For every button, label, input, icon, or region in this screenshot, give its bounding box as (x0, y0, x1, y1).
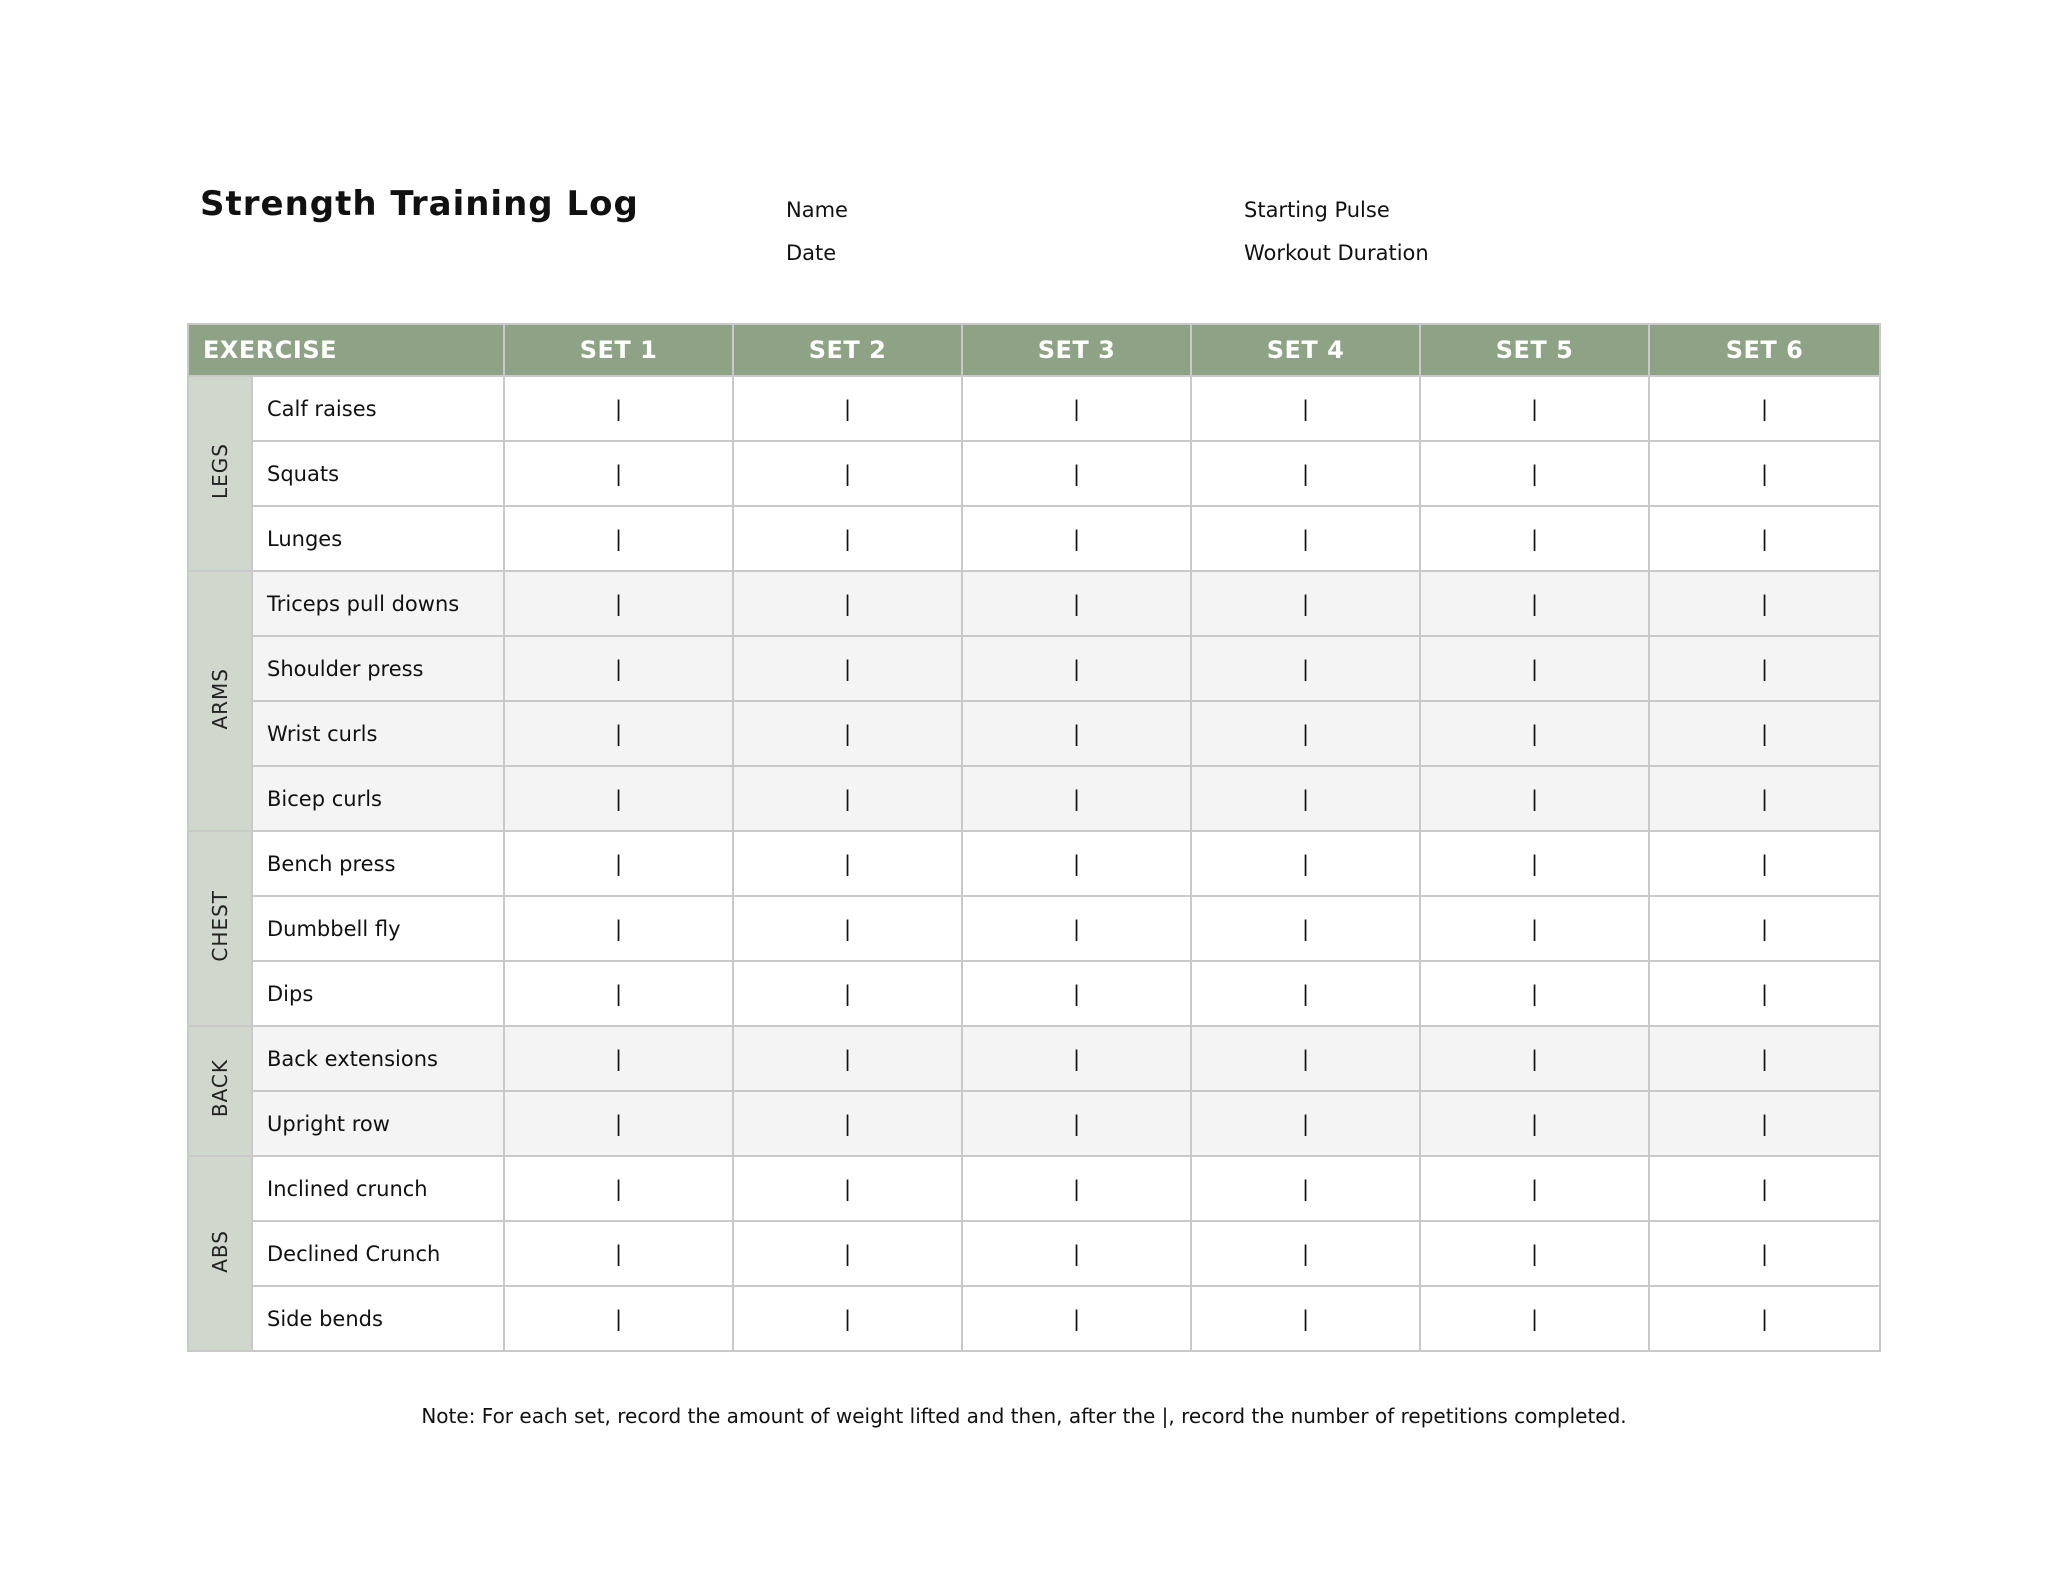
page-title: Strength Training Log (200, 184, 639, 224)
set-1-entry-cell[interactable]: | (504, 376, 733, 441)
set-1-entry-cell[interactable]: | (504, 961, 733, 1026)
set-2-entry-cell[interactable]: | (733, 1221, 962, 1286)
exercise-name: Back extensions (252, 1026, 504, 1091)
table-row (188, 441, 1880, 506)
set-5-entry-cell[interactable]: | (1420, 636, 1649, 701)
group-label: CHEST (208, 890, 232, 962)
set-2-entry-cell[interactable]: | (733, 1156, 962, 1221)
set-3-entry-cell[interactable]: | (962, 1221, 1191, 1286)
group-label: ABS (208, 1229, 232, 1273)
table-row (188, 376, 1880, 441)
set-1-entry-cell[interactable]: | (504, 831, 733, 896)
set-3-entry-cell[interactable]: | (962, 1091, 1191, 1156)
header-set-3: SET 3 (962, 324, 1191, 376)
table-row (188, 961, 1880, 1026)
exercise-name: Squats (252, 441, 504, 506)
set-5-entry-cell[interactable]: | (1420, 1091, 1649, 1156)
group-label-cell (188, 1156, 252, 1351)
table-header-row (188, 324, 1880, 376)
set-1-entry-cell[interactable]: | (504, 1286, 733, 1351)
table-row (188, 1286, 1880, 1351)
set-2-entry-cell[interactable]: | (733, 896, 962, 961)
group-label: BACK (208, 1059, 232, 1118)
exercise-name: Lunges (252, 506, 504, 571)
set-4-entry-cell[interactable]: | (1191, 766, 1420, 831)
set-6-entry-cell[interactable]: | (1649, 636, 1880, 701)
table-body (188, 376, 1880, 1351)
table-row (188, 831, 1880, 896)
exercise-name: Calf raises (252, 376, 504, 441)
exercise-name: Inclined crunch (252, 1156, 504, 1221)
set-5-entry-cell[interactable]: | (1420, 571, 1649, 636)
set-2-entry-cell[interactable]: | (733, 376, 962, 441)
set-4-entry-cell[interactable]: | (1191, 1221, 1420, 1286)
set-2-entry-cell[interactable]: | (733, 571, 962, 636)
exercise-name: Shoulder press (252, 636, 504, 701)
set-1-entry-cell[interactable]: | (504, 701, 733, 766)
set-6-entry-cell[interactable]: | (1649, 896, 1880, 961)
exercise-name: Dips (252, 961, 504, 1026)
set-4-entry-cell[interactable]: | (1191, 1091, 1420, 1156)
set-4-entry-cell[interactable]: | (1191, 376, 1420, 441)
exercise-name: Triceps pull downs (252, 571, 504, 636)
set-6-entry-cell[interactable]: | (1649, 766, 1880, 831)
header-set-5: SET 5 (1420, 324, 1649, 376)
set-5-entry-cell[interactable]: | (1420, 701, 1649, 766)
table-row (188, 896, 1880, 961)
training-log-table (187, 323, 1881, 1352)
exercise-name: Wrist curls (252, 701, 504, 766)
set-1-entry-cell[interactable]: | (504, 506, 733, 571)
set-3-entry-cell[interactable]: | (962, 571, 1191, 636)
set-6-entry-cell[interactable]: | (1649, 1221, 1880, 1286)
set-5-entry-cell[interactable]: | (1420, 766, 1649, 831)
header-set-4: SET 4 (1191, 324, 1420, 376)
table-row (188, 636, 1880, 701)
set-1-entry-cell[interactable]: | (504, 636, 733, 701)
table-row (188, 766, 1880, 831)
set-3-entry-cell[interactable]: | (962, 376, 1191, 441)
set-2-entry-cell[interactable]: | (733, 441, 962, 506)
exercise-name: Bicep curls (252, 766, 504, 831)
set-5-entry-cell[interactable]: | (1420, 1026, 1649, 1091)
set-4-entry-cell[interactable]: | (1191, 896, 1420, 961)
workout-duration-field-label: Workout Duration (1244, 241, 1429, 265)
set-3-entry-cell[interactable]: | (962, 441, 1191, 506)
set-6-entry-cell[interactable]: | (1649, 701, 1880, 766)
table-row (188, 506, 1880, 571)
set-4-entry-cell[interactable]: | (1191, 1026, 1420, 1091)
set-5-entry-cell[interactable]: | (1420, 1156, 1649, 1221)
set-6-entry-cell[interactable]: | (1649, 961, 1880, 1026)
header-exercise: EXERCISE (188, 324, 504, 376)
set-3-entry-cell[interactable]: | (962, 1156, 1191, 1221)
set-1-entry-cell[interactable]: | (504, 571, 733, 636)
group-label-cell (188, 571, 252, 831)
date-field-label: Date (786, 241, 837, 265)
exercise-name: Upright row (252, 1091, 504, 1156)
table-row (188, 701, 1880, 766)
set-3-entry-cell[interactable]: | (962, 506, 1191, 571)
set-6-entry-cell[interactable]: | (1649, 571, 1880, 636)
set-1-entry-cell[interactable]: | (504, 896, 733, 961)
set-2-entry-cell[interactable]: | (733, 1091, 962, 1156)
set-1-entry-cell[interactable]: | (504, 1156, 733, 1221)
exercise-name: Dumbbell fly (252, 896, 504, 961)
header-set-2: SET 2 (733, 324, 962, 376)
group-label-cell (188, 831, 252, 1026)
set-5-entry-cell[interactable]: | (1420, 376, 1649, 441)
group-label: LEGS (208, 443, 232, 499)
set-1-entry-cell[interactable]: | (504, 441, 733, 506)
set-4-entry-cell[interactable]: | (1191, 961, 1420, 1026)
set-2-entry-cell[interactable]: | (733, 701, 962, 766)
set-4-entry-cell[interactable]: | (1191, 1156, 1420, 1221)
exercise-name: Side bends (252, 1286, 504, 1351)
exercise-name: Bench press (252, 831, 504, 896)
name-field-label: Name (786, 198, 848, 222)
table-row (188, 571, 1880, 636)
group-label-cell (188, 1026, 252, 1156)
table-row (188, 1091, 1880, 1156)
set-3-entry-cell[interactable]: | (962, 636, 1191, 701)
set-6-entry-cell[interactable]: | (1649, 1156, 1880, 1221)
set-3-entry-cell[interactable]: | (962, 1026, 1191, 1091)
set-1-entry-cell[interactable]: | (504, 1091, 733, 1156)
group-label-cell (188, 376, 252, 571)
set-6-entry-cell[interactable]: | (1649, 376, 1880, 441)
table-row (188, 1221, 1880, 1286)
starting-pulse-field-label: Starting Pulse (1244, 198, 1390, 222)
exercise-name: Declined Crunch (252, 1221, 504, 1286)
set-2-entry-cell[interactable]: | (733, 1286, 962, 1351)
set-2-entry-cell[interactable]: | (733, 961, 962, 1026)
set-6-entry-cell[interactable]: | (1649, 506, 1880, 571)
set-6-entry-cell[interactable]: | (1649, 1026, 1880, 1091)
set-3-entry-cell[interactable]: | (962, 961, 1191, 1026)
footer-note: Note: For each set, record the amount of weight lifted and then, after the |, record the number of repetitions completed. (421, 1404, 1627, 1428)
set-4-entry-cell[interactable]: | (1191, 831, 1420, 896)
header-set-1: SET 1 (504, 324, 733, 376)
set-1-entry-cell[interactable]: | (504, 766, 733, 831)
set-4-entry-cell[interactable]: | (1191, 701, 1420, 766)
set-1-entry-cell[interactable]: | (504, 1026, 733, 1091)
set-4-entry-cell[interactable]: | (1191, 441, 1420, 506)
set-4-entry-cell[interactable]: | (1191, 636, 1420, 701)
set-6-entry-cell[interactable]: | (1649, 831, 1880, 896)
set-5-entry-cell[interactable]: | (1420, 896, 1649, 961)
set-4-entry-cell[interactable]: | (1191, 506, 1420, 571)
set-5-entry-cell[interactable]: | (1420, 961, 1649, 1026)
table-row (188, 1156, 1880, 1221)
table-row (188, 1026, 1880, 1091)
set-5-entry-cell[interactable]: | (1420, 441, 1649, 506)
set-3-entry-cell[interactable]: | (962, 766, 1191, 831)
set-5-entry-cell[interactable]: | (1420, 1286, 1649, 1351)
set-3-entry-cell[interactable]: | (962, 701, 1191, 766)
set-3-entry-cell[interactable]: | (962, 831, 1191, 896)
set-6-entry-cell[interactable]: | (1649, 441, 1880, 506)
set-2-entry-cell[interactable]: | (733, 506, 962, 571)
set-4-entry-cell[interactable]: | (1191, 1286, 1420, 1351)
set-3-entry-cell[interactable]: | (962, 896, 1191, 961)
set-5-entry-cell[interactable]: | (1420, 1221, 1649, 1286)
set-1-entry-cell[interactable]: | (504, 1221, 733, 1286)
set-2-entry-cell[interactable]: | (733, 1026, 962, 1091)
set-4-entry-cell[interactable]: | (1191, 571, 1420, 636)
set-3-entry-cell[interactable]: | (962, 1286, 1191, 1351)
set-2-entry-cell[interactable]: | (733, 636, 962, 701)
set-5-entry-cell[interactable]: | (1420, 506, 1649, 571)
set-5-entry-cell[interactable]: | (1420, 831, 1649, 896)
set-2-entry-cell[interactable]: | (733, 766, 962, 831)
set-6-entry-cell[interactable]: | (1649, 1286, 1880, 1351)
set-2-entry-cell[interactable]: | (733, 831, 962, 896)
header-set-6: SET 6 (1649, 324, 1880, 376)
group-label: ARMS (208, 667, 232, 730)
set-6-entry-cell[interactable]: | (1649, 1091, 1880, 1156)
